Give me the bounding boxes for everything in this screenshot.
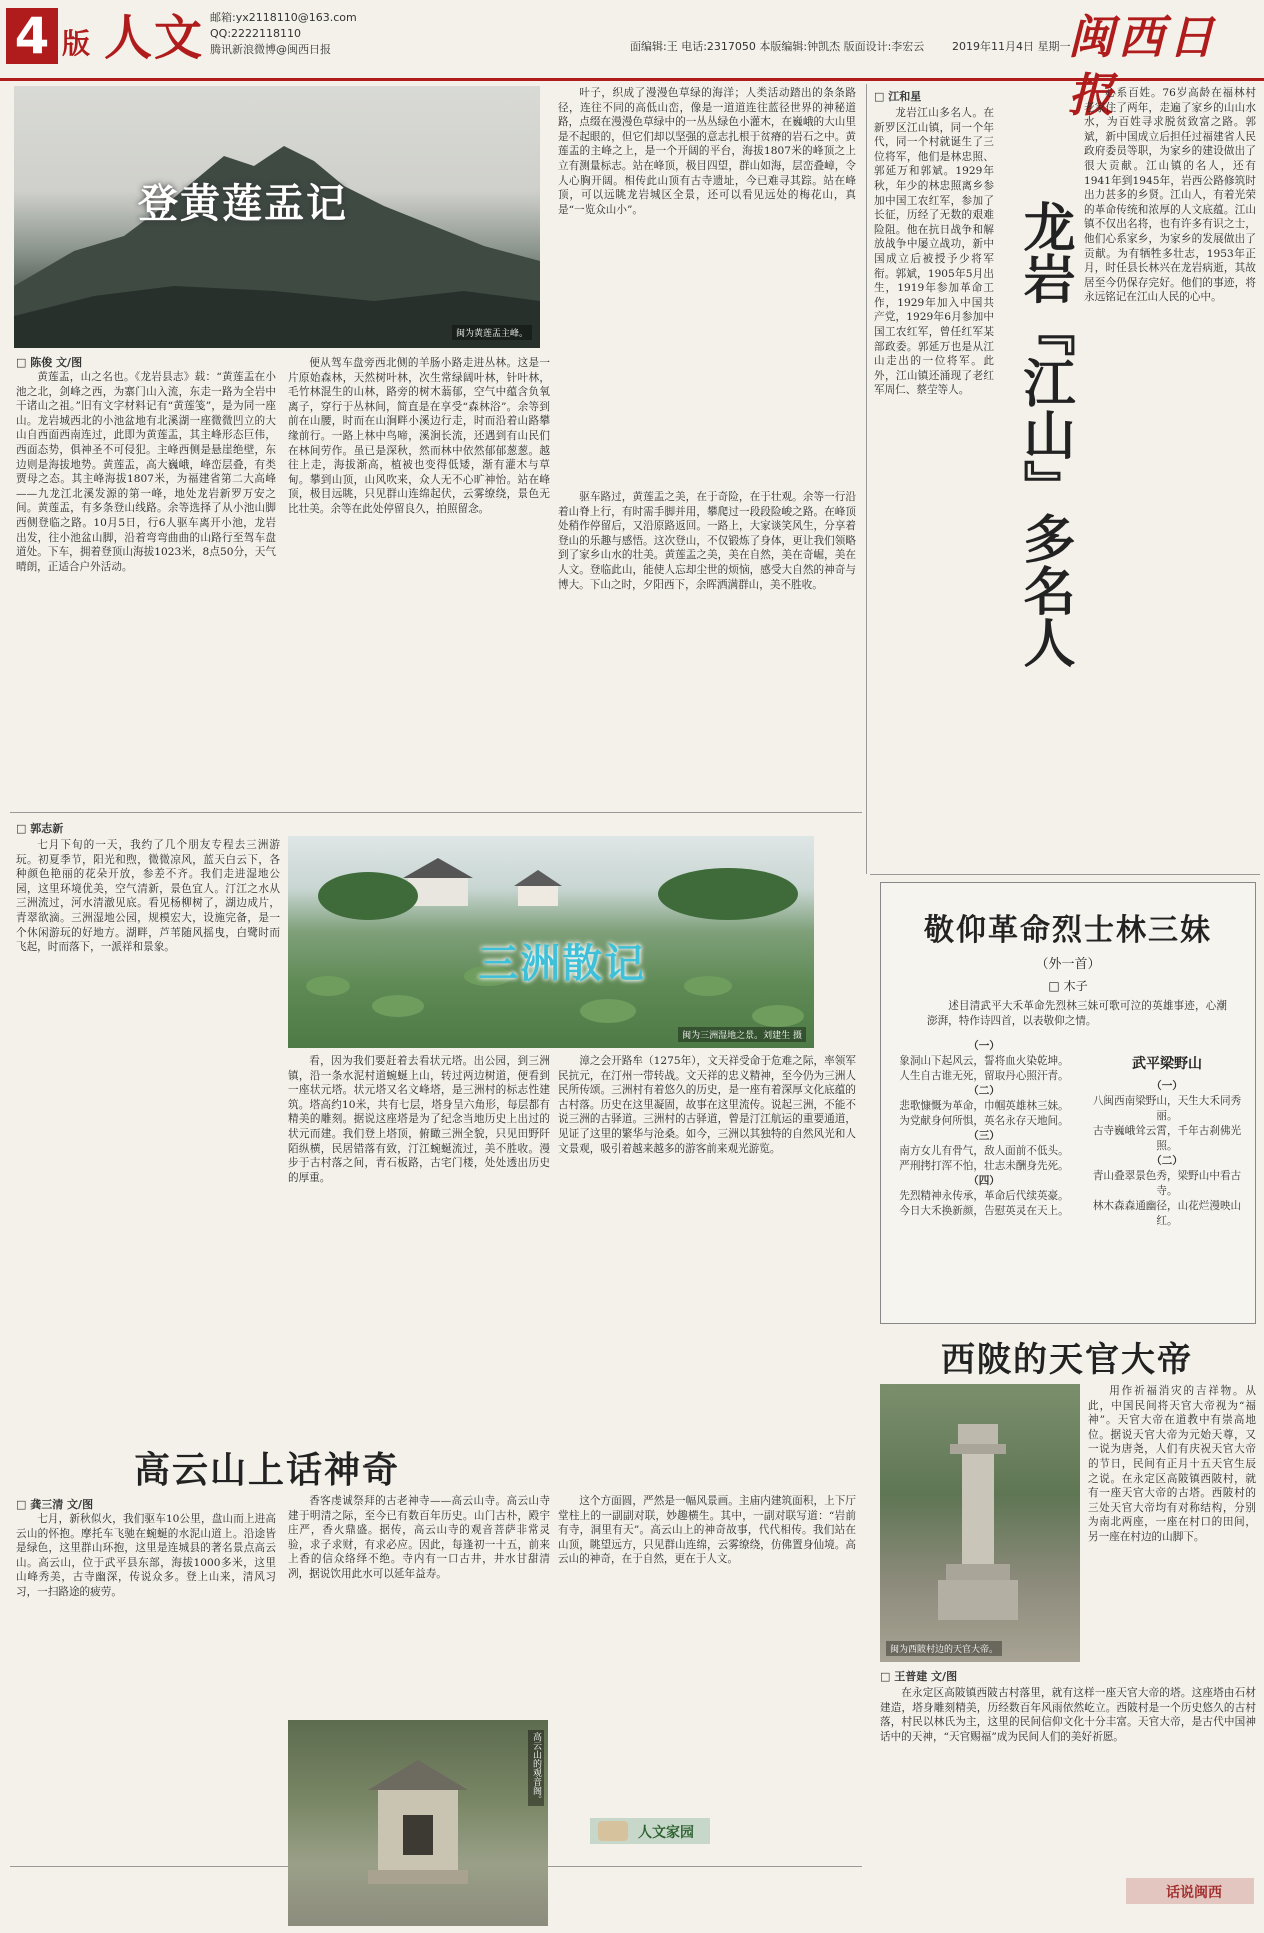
section-divider bbox=[870, 874, 1260, 875]
article4-caption: 闽为西陂村边的天官大帝。 bbox=[886, 1641, 1002, 1656]
article5-caption: 高云山的观音阁。 bbox=[528, 1730, 544, 1806]
article2-col1: 龙岩江山多名人。在新罗区江山镇，同一个年代，同一个村就诞生了三位将军，他们是林忠照、郭延万和郭斌。1929年秋，年少的林忠照离乡参加中国工农红军，参加了长征，历经了无数的艰难险阻。他在抗日战争和解放战争中屡立战功，新中国成立后被授予少将军衔。郭斌，1905年5月出生，1919年参加革命工作，1929年加入中国共产党，1929年6月参加中国工农红军，曾任红军某部政委。郭延万也是从江山走出的一位将军。此外，江山镇还涌现了老红军周仁、蔡茔等人。 bbox=[874, 107, 994, 397]
article4-title: 西陂的天官大帝 bbox=[941, 1340, 1193, 1380]
section-title: 人文 bbox=[104, 10, 205, 66]
article4-badge-label: 话说闽西 bbox=[1166, 1885, 1222, 1901]
poem-intro: 述目清武平大禾革命先烈林三妹可歌可泣的英雄事迹，心潮澎湃，特作诗四首，以表敬仰之情。 bbox=[927, 1000, 1227, 1027]
poem-stanza: （二） 青山叠翠景色秀，梁野山中看古寺。 林木森森通幽径，山花烂漫映山红。 bbox=[1092, 1155, 1242, 1227]
poem-subtitle: （外一首） bbox=[1035, 957, 1101, 972]
poem-second bbox=[1085, 1053, 1249, 1229]
poem-stanza: （二） 悲歌慷慨为革命，巾帼英雄林三妹。 为党献身何所惧，英名永存天地间。 bbox=[899, 1085, 1069, 1127]
article1-caption: 闽为黄莲盂主峰。 bbox=[452, 325, 532, 340]
article2-title: 龙岩『江山』多名人 bbox=[1014, 200, 1075, 668]
shrine-icon bbox=[288, 1720, 548, 1926]
article4-col1: 用作祈福消灾的吉祥物。从此，中国民间将天官大帝视为“福神”。天官大帝在道教中有崇高地位。据说天官大帝为元始天尊，又一说为唐尧，人们有庆祝天官大帝的节日，民间有正月十五天官生辰之说。在永定区高陂镇西陂村，就有一座天官大帝的古塔。西陂村的三处天官大帝均有对称结构，分别为南北两座，一座在村口的田间，另一座在村边的山脚下。 bbox=[1088, 1385, 1256, 1543]
article3-col3: 漳之会开路牟（1275年），文天祥受命于危难之际，率领军民抗元，在汀州一带转战。文天祥的忠义精神，至今仍为三洲人民所传颂。三洲村有着悠久的历史，是一座有着深厚文化底蕴的古村落。历史在这里凝固，故事在这里流传。说起三洲，不能不说三洲的古驿道。三洲村的古驿道，曾是汀江航运的重要通道，见证了这里的繁华与沧桑。如今，三洲以其独特的自然风光和人文景观，吸引着越来越多的游客前来观光游览。 bbox=[558, 1055, 856, 1155]
article5-photo bbox=[288, 1720, 548, 1926]
article4-col2: 在永定区高陂镇西陂古村落里，就有这样一座天官大帝的塔。这座塔由石材建造，塔身雕刻精美，历经数百年风雨依然屹立。西陂村是一个历史悠久的古村落，村民以林氏为主，这里的民间信仰文化十分丰富。天官大帝，是古代中国神话中的天神，“天官赐福”成为民间人们的美好祈愿。 bbox=[880, 1687, 1256, 1743]
poem-title: 敬仰革命烈士林三妹 bbox=[924, 913, 1212, 948]
page-number: 4 bbox=[6, 8, 58, 64]
poem-author: □ 木子 bbox=[1048, 979, 1088, 993]
article5-col2: 香客虔诚祭拜的古老神寺——高云山寺。高云山寺建于明清之际，至今已有数百年历史。山门古朴，殿宇庄严，香火鼎盛。据传，高云山寺的观音菩萨非常灵验，求子求财，有求必应。因此，每逢初一十五，前来上香的信众络绎不绝。寺内有一口古井，井水甘甜清冽，据说饮用此水可以延年益寿。 bbox=[288, 1495, 550, 1580]
article1-title: 登黄莲盂记 bbox=[138, 180, 348, 227]
article4-badge bbox=[1126, 1878, 1254, 1904]
article5-title-visible: 高云山上话神奇 bbox=[134, 1449, 401, 1491]
poem-stanza: （四） 先烈精神永传承，革命后代续英豪。 今日大禾换新颜，告慰英灵在天上。 bbox=[899, 1175, 1069, 1217]
qq: QQ:2222118110 bbox=[210, 27, 302, 40]
section-divider bbox=[10, 812, 862, 813]
article4-photo bbox=[880, 1384, 1080, 1662]
article1-col4: 驱车路过，黄莲盂之美，在于奇险，在于壮观。余等一行沿着山脊上行，有时需手脚并用，攀爬过一段段险峻之路。在峰顶处稍作停留后，又沿原路返回。一路上，大家谈笑风生，分享着登山的乐趣与感悟。这次登山，不仅锻炼了身体，更让我们领略到了家乡山水的壮美。黄莲盂之美，美在自然，美在奇崛，美在人文。登临此山，能使人忘却尘世的烦恼，感受大自然的神奇与博大。下山之时，夕阳西下，余晖洒满群山，美不胜收。 bbox=[558, 491, 856, 591]
article3-col1: 七月下旬的一天，我约了几个朋友专程去三洲游玩。初夏季节，阳光和煦，微微凉风，蓝天白云下，各种颜色艳丽的花朵开放，参差不齐。我们走进湿地公园，这里环境优美，空气清新，景色宜人。汀江之水从三洲流过，河水清澈见底。看见杨柳树了，湖边成片，青翠欲滴。三洲湿地公园，规模宏大，设施完备，是一个休闲游玩的好地方。湖畔，芦苇随风摇曳，白鹭时而飞起，时而落下，一派祥和景象。 bbox=[16, 839, 280, 954]
poem-second-title: 武平梁野山 bbox=[1132, 1056, 1202, 1072]
article5-col1: 七月，新秋似火，我们驱车10公里，盘山而上进高云山的怀抱。摩托车飞驰在蜿蜒的水泥山道上。沿途皆是绿色，这里群山环抱，这里是连城县的著名景点高云山。高云山，位于武平县东部，海拔1000多米，这里山峰秀美，古寺幽深，传说众多。登上山来，清风习习，一扫路途的疲劳。 bbox=[16, 1513, 276, 1598]
editor-info: 面编辑:王 电话:2317050 本版编辑:钟凯杰 版面设计:李宏云 bbox=[630, 40, 925, 53]
article3-photo bbox=[288, 836, 814, 1048]
article2-byline: □ 江和星 bbox=[874, 90, 922, 103]
article1-col1: 黄莲盂，山之名也。《龙岩县志》载：“黄莲盂在小池之北，剑峰之西，为寨门山入流，东走一路为全岩中干诸山之祖。”旧有文字材料记有“黄莲笺”，是为同一座山。龙岩城西北的小池盆地有北溪湖一座微微凹立的大山自西面西南连过，此即为黄莲盂，其主峰形态巨伟，西面态势，俱神圣不可侵犯。主峰西侧是悬崖绝壁，东边则是海拔地势。黄莲盂，高大巍峨，峰峦层叠，有类贾母之态。其主峰海拔1807米，为福建省第二大高峰——九龙江北溪发源的第一峰，地处龙岩新罗万安之间。黄莲盂，有多条登山线路。余等选择了从小池山脚西侧登临之路。10月5日，行6人驱车离开小池，龙岩出发，往小池盆山脚，沿着弯弯曲曲的山路行至驾车盘道处。下车，拥着登顶山海拔1023米，8点50分，天气晴朗，正适合户外活动。 bbox=[16, 371, 276, 573]
poem-stanzas bbox=[889, 1039, 1079, 1219]
email: 邮箱:yx2118110@163.com bbox=[210, 11, 357, 24]
article3-caption: 闽为三洲湿地之景。刘建生 摄 bbox=[678, 1027, 806, 1042]
poem-stanza: （三） 南方女儿有骨气，敌人面前不低头。 严刑拷打浑不怕，壮志未酬身先死。 bbox=[899, 1130, 1069, 1172]
poem-stanza: （一） 象洞山下起风云，誓将血火染乾坤。 人生自古谁无死，留取丹心照汗青。 bbox=[899, 1040, 1069, 1082]
article1-photo bbox=[14, 86, 540, 348]
poem-stanza: （一） 八闽西南梁野山，天生大禾同秀丽。 古寺巍峨耸云霄，千年古刹佛光照。 bbox=[1092, 1080, 1242, 1152]
article3-col2: 看，因为我们要赶着去看状元塔。出公园，到三洲镇，沿一条水泥村道蜿蜒上山，转过两边树道，便看到一座状元塔。状元塔又名文峰塔，是三洲村的标志性建筑。塔高约10米，共有七层，塔身呈六角形，每层都有精美的雕刻。据说这座塔是为了纪念当地历史上出过的状元而建。我们登上塔顶，俯瞰三洲全貌，只见田野阡陌纵横，民居错落有致，汀江蜿蜒流过，美不胜收。漫步于古村落之间，青石板路，古宅门楼，处处透出历史的厚重。 bbox=[288, 1055, 550, 1184]
article1-col2: 便从驾车盘旁西北侧的羊肠小路走进丛林。这是一片原始森林，天然树叶林，次生常绿阔叶林，针叶林，毛竹林混生的山林，路旁的树木蓊郁，空气中蕴含负氧离子，穿行于丛林间，简直是在享受“森林浴”。余等到前在山腰，时而在山涧畔小溪边行走，时而沿着山路攀缘前行。一路上林中鸟啼，溪涧长流，还遇到有山民们在林间劳作。虽已是深秋，然而林中依然郁郁葱葱。越往上走，海拔渐高，植被也变得低矮，渐有灌木与草甸。攀到山顶，山风吹来，众人无不心旷神怡。站在峰顶，极目远眺，只见群山连绵起伏，云雾缭绕，景色无比壮美。余等在此处停留良久，拍照留念。 bbox=[288, 357, 550, 515]
page-label: 版 bbox=[62, 27, 91, 60]
contact-info bbox=[210, 10, 357, 58]
wechat: 腾讯新浪微博@闽西日报 bbox=[210, 43, 331, 56]
poem-box bbox=[880, 882, 1256, 1324]
article1-byline: □ 陈俊 文/图 bbox=[16, 356, 83, 369]
masthead-logo: 闽西日报 bbox=[1068, 10, 1218, 122]
article3-byline: □ 郭志新 bbox=[16, 822, 64, 835]
article5-col3: 这个方面圆，严然是一幅风景画。主庙内建筑面积，上下厅堂柱上的一副副对联，妙趣横生。其中，一副对联写道：“岩前有寺，洞里有天”。高云山上的神奇故事，代代相传。我们站在山顶，眺望远方，只见群山连绵，云雾缭绕，仿佛置身仙境。高云山的神奇，在于自然，更在于人文。 bbox=[558, 1495, 856, 1566]
article1-col3: 叶子，织成了漫漫色草绿的海洋；人类活动踏出的条条路径，连往不同的高低山峦，像是一道道连往蓝径世界的神秘道路，点缀在漫漫色草绿中的一丛丛绿色小灌木，在巍峨的大山里是不起眼的，但它们却以坚强的意志扎根于贫瘠的岩石之中。黄莲盂的主峰之上，是一个开阔的平台，海拔1807米的峰顶之上立有测量标志。站在峰顶，极目四望，群山如海，层峦叠嶂，令人心胸开阔。相传此山顶有古寺遗址，今已难寻其踪。站在峰顶，可以远眺龙岩城区全景，还可以看见远处的梅花山，真是“一览众山小”。 bbox=[558, 87, 856, 216]
column-divider bbox=[866, 84, 867, 874]
stone-pagoda-icon bbox=[880, 1384, 1080, 1662]
article2-col2: 心系百姓。76岁高龄在福林村老家住了两年，走遍了家乡的山山水水，为百姓寻求脱贫致富之路。郭斌，新中国成立后担任过福建省人民政府委员等职，为家乡的建设做出了很大贡献。江山镇的名人，还有1941年到1945年，岩西公路修筑时出力甚多的乡贤。江山人，有着光荣的革命传统和浓厚的人文底蕴。江山镇不仅出名将，也有许多有识之士，他们心系家乡，为家乡的发展做出了贡献。为有牺牲多壮志，1953年正月，时任县长林兴在龙岩病逝，其故居至今仍保存完好。他们的事迹，将永远铭记在江山人民的心中。 bbox=[1084, 87, 1256, 304]
article5-byline: □ 龚三清 文/图 bbox=[16, 1498, 94, 1511]
article3-title: 三洲散记 bbox=[478, 940, 646, 987]
article3-badge-label: 人文家园 bbox=[638, 1825, 694, 1841]
article4-byline: □ 王普建 文/图 bbox=[880, 1670, 958, 1683]
issue-date: 2019年11月4日 星期一 bbox=[952, 40, 1071, 53]
